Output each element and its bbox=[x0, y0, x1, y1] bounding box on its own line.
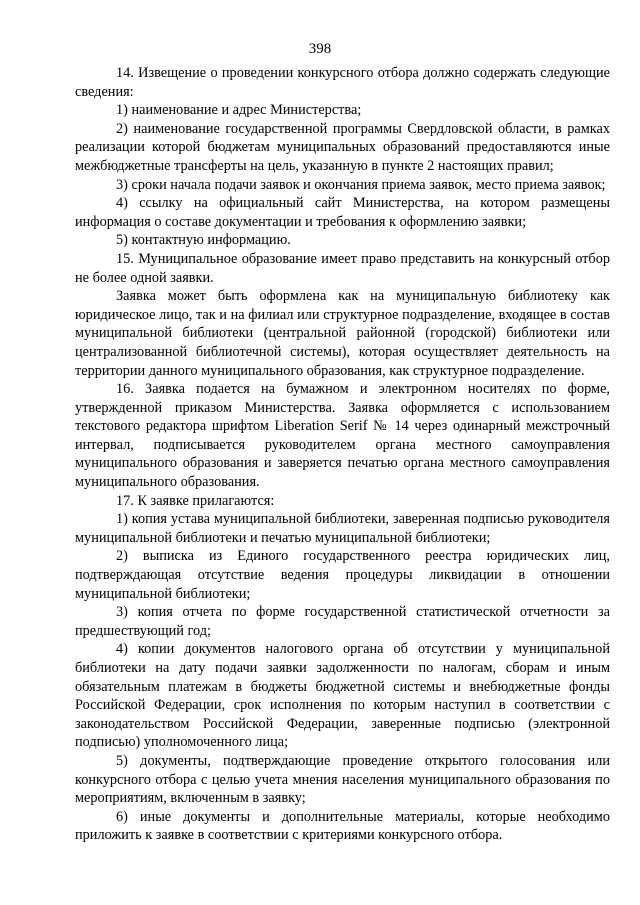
document-body bbox=[75, 64, 610, 845]
paragraph-17: 17. К заявке прилагаются: bbox=[116, 492, 275, 509]
list-item-17-6: 6) иные документы и дополнительные материалы, которые необходимо приложить к заявке в соответствии с критериями конкурсного отбора. bbox=[75, 808, 610, 844]
list-item-17-3: 3) копия отчета по форме государственной статистической отчетности за предшествующий год; bbox=[75, 604, 610, 639]
page-number: 398 bbox=[308, 41, 332, 57]
list-item-14-1: 1) наименование и адрес Министерства; bbox=[116, 102, 362, 119]
list-item-14-4: 4) ссылку на официальный сайт Министерства, на котором размещены информация о составе документации и требования к оформлению заявки; bbox=[75, 195, 610, 230]
list-item-17-1: 1) копия устава муниципальной библиотеки, заверенная подписью руководителя муниципальной библиотеки и печатью муниципальной библиотеки; bbox=[75, 511, 610, 546]
list-item-17-2: 2) выписка из Единого государственного реестра юридических лиц, подтверждающая отсутствие ведения процедуры ликвидации в отношении муниципальной библиотеки; bbox=[75, 548, 610, 602]
list-item-14-2: 2) наименование государственной программы Свердловской области, в рамках реализации которой бюджетам муниципальных образований предоставляются иные межбюджетные трансферты на цель, указанную в пункте 2 настоящих правил; bbox=[75, 120, 610, 174]
list-item-17-5: 5) документы, подтверждающие проведение открытого голосования или конкурсного отбора с целью учета мнения населения муниципального образования по мероприятиям, включенным в заявку; bbox=[75, 752, 610, 807]
list-item-14-3: 3) сроки начала подачи заявок и окончания приема заявок, место приема заявок; bbox=[116, 176, 606, 193]
paragraph-15: 15. Муниципальное образование имеет право представить на конкурсный отбор не более одной заявки. bbox=[75, 250, 610, 286]
paragraph-15-detail: Заявка может быть оформлена как на муниципальную библиотеку как юридическое лицо, так и на филиал или структурное подразделение, входящее в состав муниципальной библиотеки (центральной районной (городской) библиотеки или централизованной библиотечной системы), которая осуществляет деятельность на территории данного муниципального образования, как структурное подразделение. bbox=[75, 288, 610, 379]
paragraph-14: 14. Извещение о проведении конкурсного отбора должно содержать следующие сведения: bbox=[75, 65, 610, 100]
list-item-17-4: 4) копии документов налогового органа об отсутствии у муниципальной библиотеки на дату подачи заявки задолженности по налогам, сборам и иным обязательным платежам в бюджеты бюджетной системы и внебюджетные фонды Российской Федерации, срок исполнения по которым наступил в соответствии с законодательством Российской Федерации, заверенные подписью (электронной подписью) уполномоченного лица; bbox=[75, 641, 610, 751]
list-item-14-5: 5) контактную информацию. bbox=[116, 232, 291, 249]
paragraph-16: 16. Заявка подается на бумажном и электронном носителях по форме, утвержденной приказом Министерства. Заявка оформляется с использованием текстового редактора шрифтом Liberation Serif № 14 через одинарный межстрочный интервал, подписывается руководителем органа местного самоуправления муниципального образования и заверяется печатью органа местного самоуправления муниципального образования. bbox=[75, 381, 610, 491]
